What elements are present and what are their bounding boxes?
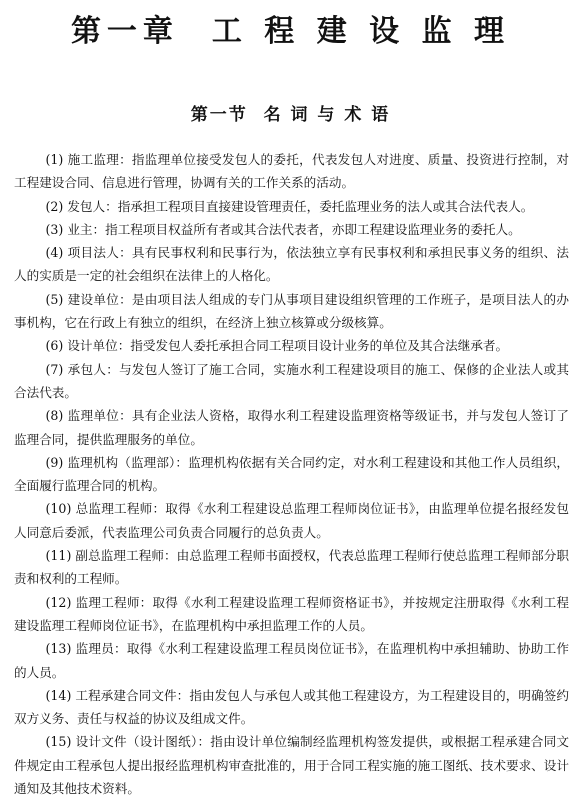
paragraph-11: (11) 副总监理工程师：由总监理工程师书面授权，代表总监理工程师行使总监理工程师部分职责和权利的工程师。	[14, 548, 569, 587]
chapter-title: 第一章 工 程 建 设 监 理	[70, 14, 511, 49]
paragraph-4: (4) 项目法人：具有民事权利和民事行为，依法独立享有民事权利和承担民事义务的组织、法人的实质是一定的社会组织在法律上的人格化。	[14, 245, 569, 284]
paragraph-12: (12) 监理工程师：取得《水利工程建设监理工程师资格证书》，并按规定注册取得《水利工程建设监理工程师岗位证书》，在监理机构中承担监理工作的人员。	[14, 594, 569, 633]
section-title: 第一节 名 词 与 术 语	[190, 105, 391, 125]
paragraph-7: (7) 承包人：与发包人签订了施工合同，实施水利工程建设项目的施工、保修的企业法人或其合法代表。	[14, 361, 569, 400]
paragraph-9: (9) 监理机构（监理部）：监理机构依据有关合同约定，对水利工程建设和其他工作人员组织，全面履行监理合同的机构。	[14, 454, 569, 494]
body-text	[14, 148, 569, 800]
paragraph-14: (14) 工程承建合同文件：指由发包人与承包人或其他工程建设方，为工程建设目的，明确签约双方义务、责任与权益的协议及组成文件。	[14, 687, 569, 727]
paragraph-15: (15) 设计文件（设计图纸）：指由设计单位编制经监理机构签发提供，或根据工程承建合同文件规定由工程承包人提出报经监理机构审查批准的，用于合同工程实施的施工图纸、技术要求、设计通知及其他技术资料。	[14, 734, 569, 797]
paragraph-5: (5) 建设单位：是由项目法人组成的专门从事项目建设组织管理的工作班子，是项目法人的办事机构，它在行政上有独立的组织，在经济上独立核算或分级核算。	[14, 291, 569, 331]
paragraph-13: (13) 监理员：取得《水利工程建设监理工程员岗位证书》，在监理机构中承担辅助、协助工作的人员。	[14, 641, 569, 680]
paragraph-2: (2) 发包人：指承担工程项目直接建设管理责任，委托监理业务的法人或其合法代表人。	[45, 198, 534, 214]
paragraph-8: (8) 监理单位：具有企业法人资格，取得水利工程建设监理资格等级证书，并与发包人签订了监理合同，提供监理服务的单位。	[14, 408, 569, 447]
paragraph-1: (1) 施工监理：指监理单位接受发包人的委托，代表发包人对进度、质量、投资进行控制，对工程建设合同、信息进行管理，协调有关的工作关系的活动。	[14, 152, 569, 191]
paragraph-10: (10) 总监理工程师：取得《水利工程建设总监理工程师岗位证书》，由监理单位提名报经发包人同意后委派，代表监理公司负责合同履行的总负责人。	[14, 501, 569, 540]
paragraph-3: (3) 业主：指工程项目权益所有者或其合法代表者，亦即工程建设监理业务的委托人。	[45, 221, 521, 237]
paragraph-6: (6) 设计单位：指受发包人委托承担合同工程项目设计业务的单位及其合法继承者。	[45, 338, 509, 354]
